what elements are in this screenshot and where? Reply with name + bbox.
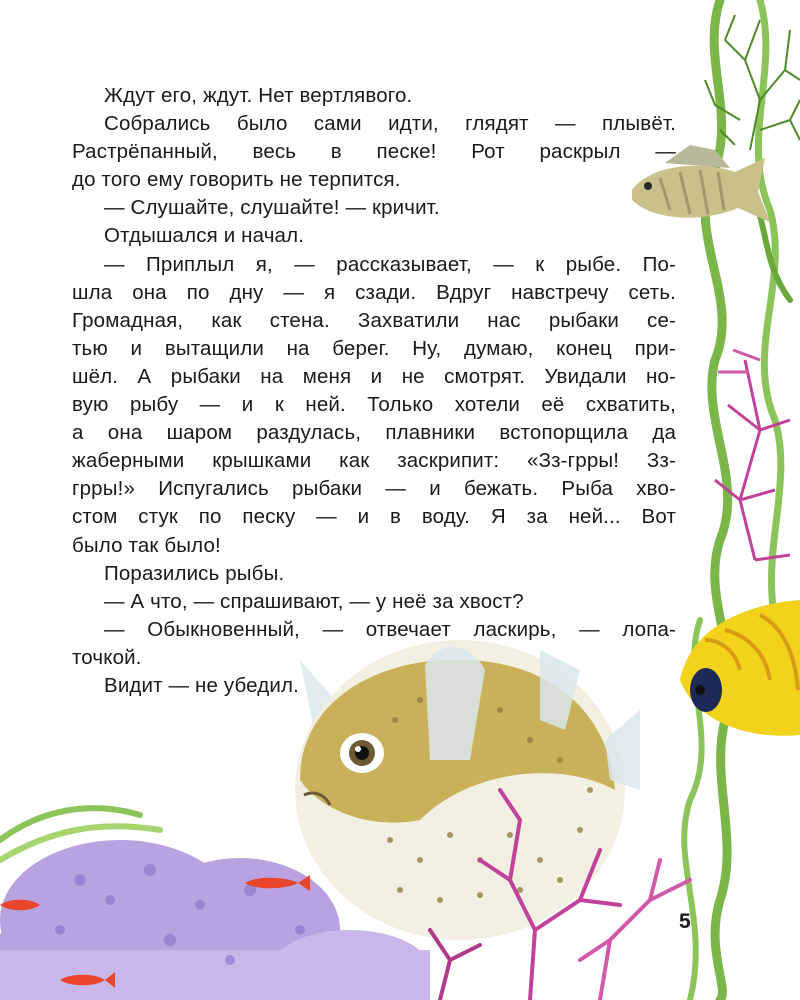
text-line: — Приплыл я, — рассказывает, — к рыбе. По- bbox=[104, 252, 676, 276]
text-line: Растрёпанный, весь в песке! Рот раскрыл — bbox=[72, 140, 676, 164]
text-line: стом стук по песку — и в воду. Я за ней... Вот bbox=[72, 505, 676, 529]
text-line: Отдышался и начал. bbox=[104, 224, 305, 248]
text-line: Видит — не убедил. bbox=[104, 673, 299, 697]
text-line: до того ему говорить не терпится. bbox=[72, 168, 401, 192]
story-text bbox=[72, 82, 676, 700]
text-line: грры!» Испугались рыбаки — и бежать. Рыба хво- bbox=[72, 477, 676, 501]
page-number: 5 bbox=[679, 910, 691, 933]
text-line: а она шаром раздулась, плавники встопорщила да bbox=[72, 421, 676, 445]
text-line: точкой. bbox=[72, 645, 142, 669]
text-line: шла она по дну — я сзади. Вдруг навстречу сеть. bbox=[72, 280, 676, 304]
text-line: — Слушайте, слушайте! — кричит. bbox=[104, 196, 440, 220]
text-line: Ждут его, ждут. Нет вертлявого. bbox=[104, 84, 413, 107]
text-line: шёл. А рыбаки на меня и не смотрят. Увидали но- bbox=[72, 364, 676, 388]
text-line: Собрались было сами идти, глядят — плывёт. bbox=[104, 112, 676, 136]
text-line: вую рыбу — и к ней. Только хотели её схватить, bbox=[72, 393, 676, 417]
text-line: было так было! bbox=[72, 533, 221, 557]
text-line: Громадная, как стена. Захватили нас рыбаки се- bbox=[72, 308, 676, 332]
text-line: Поразились рыбы. bbox=[104, 561, 285, 585]
text-line: — Обыкновенный, — отвечает ласкирь, — лопа- bbox=[104, 617, 676, 641]
text-line: тью и вытащили на берег. Ну, думаю, конец при- bbox=[72, 336, 676, 360]
text-line: — А что, — спрашивают, — у неё за хвост? bbox=[104, 589, 524, 613]
text-line: жаберными крышками как заскрипит: «Зз-грры! Зз- bbox=[72, 449, 676, 473]
